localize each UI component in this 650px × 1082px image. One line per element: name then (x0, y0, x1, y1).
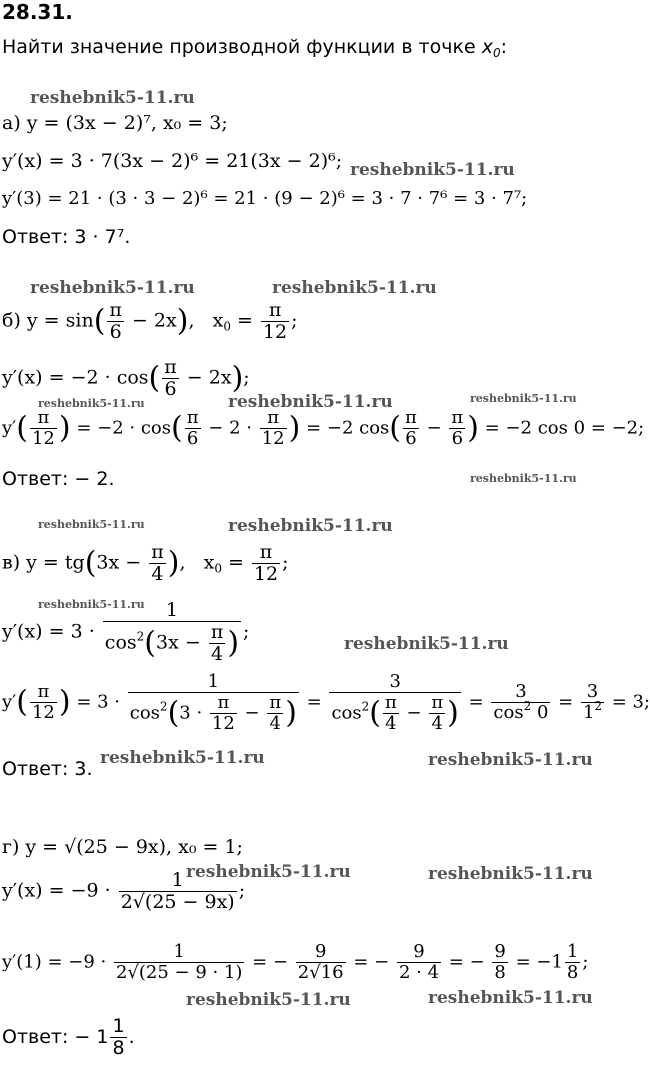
part-v-answer: Ответ: 3. (2, 758, 93, 780)
watermark: reshebnik5-11.ru (186, 862, 351, 882)
part-g-condition: г) y = √(25 − 9x), x₀ = 1; (2, 836, 243, 858)
part-b-value: y′( $\frac{\pi}{12}$ ) = −2 · cos( $\frac{\pi}{6}$ − 2 · $\frac{\pi}{12}$ ) = −2 cos( $\frac{\pi}{6}$ − $\frac{\pi}{6}$ ) = −2 cos 0 = −2; (2, 407, 645, 449)
part-v-condition: в) y = tg(3x − $\frac{\pi}{4}$ ), $x_0$ = $\frac{\pi}{12}$ ; (2, 541, 289, 585)
watermark: reshebnik5-11.ru (344, 634, 509, 654)
problem-number: 28.31. (2, 0, 73, 24)
watermark: reshebnik5-11.ru (38, 397, 145, 410)
watermark: reshebnik5-11.ru (272, 278, 437, 298)
part-b-derivative: y′(x) = −2 · cos( $\frac{\pi}{6}$ − 2x); (2, 356, 250, 400)
part-v-derivative: y′(x) = 3 · 1 $\cos^2(3x$ − $\frac{\pi}{4}$ ) ; (2, 599, 250, 665)
watermark: reshebnik5-11.ru (228, 392, 393, 412)
part-g-derivative: y′(x) = −9 · $\frac{1}{2√(25 - 9x)}$ ; (2, 869, 246, 913)
watermark: reshebnik5-11.ru (228, 516, 393, 536)
part-a-condition: а) y = (3x − 2)⁷, x₀ = 3; (2, 112, 228, 134)
watermark: reshebnik5-11.ru (38, 598, 145, 611)
watermark: reshebnik5-11.ru (470, 472, 577, 485)
part-g-value: y′(1) = −9 · $\frac{1}{2√(25 - 9 \cdot 1)}$ = − $\frac{9}{2√16}$ = − $\frac{9}{2 \cdot 4}$ = − $\frac{9}{8}$ = −1 $\frac{1}{8}$ ; (2, 941, 589, 983)
part-a-value: y′(3) = 21 · (3 · 3 − 2)⁶ = 21 · (9 − 2)⁶ = 3 · 7 · 7⁶ = 3 · 7⁷; (2, 188, 528, 209)
watermark: reshebnik5-11.ru (30, 88, 195, 108)
watermark: reshebnik5-11.ru (38, 518, 145, 531)
watermark: reshebnik5-11.ru (100, 748, 265, 768)
watermark: reshebnik5-11.ru (30, 278, 195, 298)
watermark: reshebnik5-11.ru (428, 750, 593, 770)
part-b-answer: Ответ: − 2. (2, 468, 115, 490)
task-text: Найти значение производной функции в точке (2, 36, 476, 58)
watermark: reshebnik5-11.ru (428, 988, 593, 1008)
part-v-value: y′( $\frac{\pi}{12}$ ) = 3 · 1 $\cos^2(3$ · $\frac{\pi}{12}$ − $\frac{\pi}{4}$ ) = 3 $\cos^2$( $\frac{\pi}{4}$ − $\frac{\pi}{4}$ ) = $\frac{3}{\cos^2 0}$ = $\frac{3}{1^2}$ = 3; (2, 671, 650, 734)
watermark: reshebnik5-11.ru (428, 864, 593, 884)
watermark: reshebnik5-11.ru (350, 160, 515, 180)
task-x0: $x_0$ (481, 36, 501, 60)
task-statement: Найти значение производной функции в точке $x_0$: (2, 36, 507, 60)
watermark: reshebnik5-11.ru (186, 990, 351, 1010)
watermark: reshebnik5-11.ru (470, 392, 577, 405)
part-g-answer: Ответ: − 1 $\frac{1}{8}$ . (2, 1015, 135, 1059)
part-a-derivative: y′(x) = 3 · 7(3x − 2)⁶ = 21(3x − 2)⁶; (2, 150, 343, 172)
part-b-condition: б) y = sin( $\frac{\pi}{6}$ − 2x), $x_0$ = $\frac{\pi}{12}$ ; (2, 299, 298, 343)
part-a-answer: Ответ: 3 · 7⁷. (2, 226, 131, 248)
